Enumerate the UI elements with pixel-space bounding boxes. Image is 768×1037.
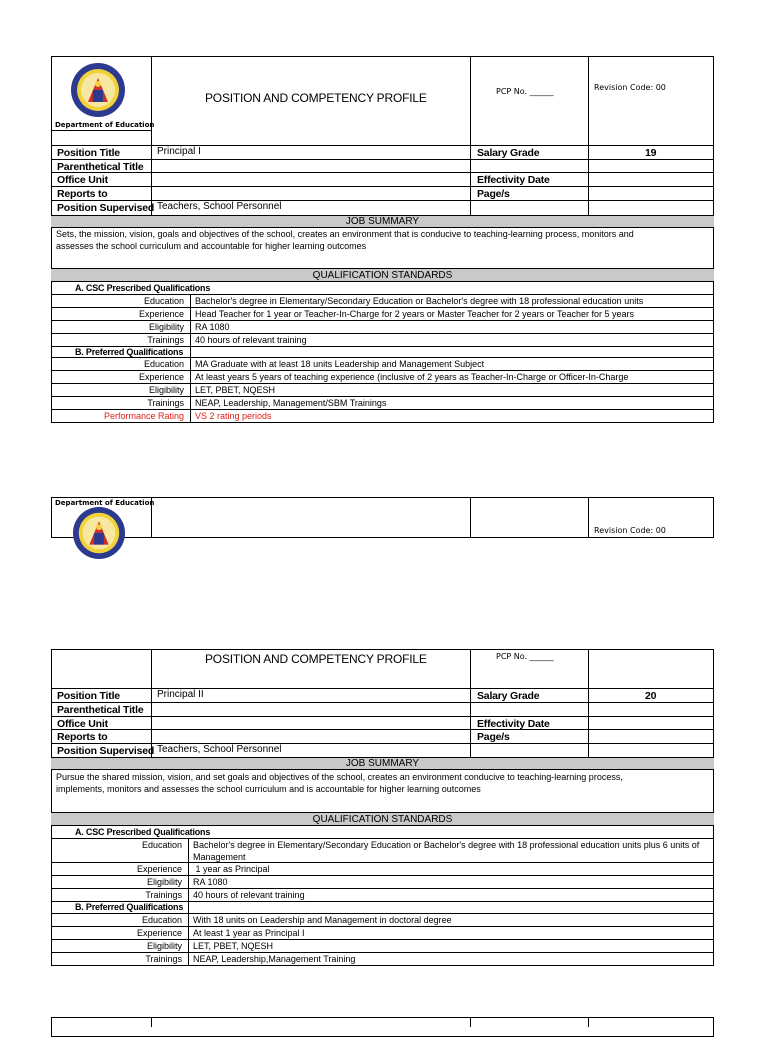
education-value — [193, 839, 708, 863]
eligibility-label: Eligibility — [146, 941, 182, 951]
education-value: Bachelor's degree in Elementary/Secondary Education or Bachelor's degree with 18 professional education units — [195, 296, 644, 306]
trainings-label: Trainings — [147, 398, 184, 408]
divider — [588, 649, 589, 757]
deped-seal-icon — [72, 506, 126, 560]
education-value: MA Graduate with at least 18 units Leadership and Management Subject — [195, 359, 485, 369]
job-summary-text — [56, 228, 708, 252]
divider — [51, 383, 714, 384]
education-label: Education — [143, 359, 184, 369]
trainings-value: NEAP, Leadership, Management/SBM Trainings — [195, 398, 387, 408]
preferred-qualifications-heading: B. Preferred Qualifications — [75, 902, 184, 912]
eligibility-label: Eligibility — [146, 877, 182, 887]
divider — [51, 888, 714, 889]
experience-label: Experience — [136, 864, 182, 874]
reports-to-label: Reports to — [57, 188, 108, 200]
trainings-value: 40 hours of relevant training — [195, 335, 307, 345]
qualification-standards-header: QUALIFICATION STANDARDS — [51, 268, 714, 282]
divider — [51, 729, 714, 730]
csc-qualifications-heading: A. CSC Prescribed Qualifications — [75, 827, 211, 837]
salary-grade-label: Salary Grade — [477, 147, 540, 159]
experience-value: Head Teacher for 1 year or Teacher-In-Charge for 2 years or Master Teacher for 2 years or Teacher for 5 years — [195, 309, 635, 319]
trainings-label: Trainings — [145, 954, 182, 964]
pages-label: Page/s — [477, 188, 510, 200]
divider — [51, 913, 714, 914]
divider — [51, 357, 714, 358]
divider — [51, 320, 714, 321]
effectivity-date-label: Effectivity Date — [477, 718, 550, 730]
pcp-number: PCP No. ______ — [496, 87, 554, 96]
divider — [51, 743, 714, 744]
divider — [51, 333, 714, 334]
divider — [51, 370, 714, 371]
divider — [188, 838, 189, 966]
divider — [51, 688, 714, 689]
trainings-label: Trainings — [145, 890, 182, 900]
divider — [588, 1017, 589, 1027]
department-label: Department of Education — [55, 499, 155, 507]
divider — [51, 159, 714, 160]
revision-code: Revision Code: 00 — [594, 526, 666, 535]
position-supervised-value: Teachers, School Personnel — [157, 744, 282, 755]
position-title-value: Principal II — [157, 689, 204, 700]
education-label: Education — [141, 840, 182, 850]
divider — [51, 130, 151, 131]
divider — [588, 497, 589, 538]
pcp-number: PCP No. ______ — [496, 652, 554, 661]
divider — [470, 56, 471, 216]
divider — [588, 56, 589, 216]
eligibility-label: Eligibility — [148, 385, 184, 395]
divider — [51, 307, 714, 308]
divider — [51, 702, 714, 703]
job-summary-header: JOB SUMMARY — [51, 757, 714, 770]
reports-to-label: Reports to — [57, 731, 108, 743]
trainings-value: NEAP, Leadership,Management Training — [193, 954, 356, 964]
effectivity-date-label: Effectivity Date — [477, 174, 550, 186]
eligibility-value: RA 1080 — [193, 877, 228, 887]
eligibility-value: LET, PBET, NQESH — [195, 385, 276, 395]
experience-value: 1 year as Principal — [193, 864, 270, 874]
education-line: Management — [193, 852, 246, 862]
divider — [470, 649, 471, 757]
page-title: POSITION AND COMPETENCY PROFILE — [205, 652, 427, 666]
divider — [51, 396, 714, 397]
preferred-qualifications-heading: B. Preferred Qualifications — [75, 347, 184, 357]
divider — [151, 649, 152, 757]
office-unit-label: Office Unit — [57, 718, 108, 730]
department-label: Department of Education — [55, 121, 155, 129]
job-summary-line: assesses the school curriculum and accountable for higher learning outcomes — [56, 241, 367, 251]
divider — [51, 952, 714, 953]
divider — [51, 294, 714, 295]
position-title-value: Principal I — [157, 146, 201, 157]
page-title: POSITION AND COMPETENCY PROFILE — [205, 91, 427, 105]
job-summary-line: Sets, the mission, vision, goals and objectives of the school, creates an environment that is conducive to teaching-learning process, monitors and — [56, 229, 634, 239]
parenthetical-title-label: Parenthetical Title — [57, 704, 144, 716]
csc-qualifications-heading: A. CSC Prescribed Qualifications — [75, 283, 211, 293]
position-title-label: Position Title — [57, 147, 120, 159]
experience-value: At least 1 year as Principal I — [193, 928, 305, 938]
eligibility-label: Eligibility — [148, 322, 184, 332]
divider — [51, 172, 714, 173]
divider — [51, 145, 714, 146]
performance-rating-label: Performance Rating — [103, 411, 184, 421]
position-title-label: Position Title — [57, 690, 120, 702]
position-supervised-value: Teachers, School Personnel — [157, 201, 282, 212]
pages-label: Page/s — [477, 731, 510, 743]
divider — [151, 1017, 152, 1027]
divider — [51, 409, 714, 410]
experience-label: Experience — [138, 372, 184, 382]
revision-code: Revision Code: 00 — [594, 83, 666, 92]
performance-rating-value: VS 2 rating periods — [195, 411, 272, 421]
education-label: Education — [141, 915, 182, 925]
job-summary-header: JOB SUMMARY — [51, 215, 714, 228]
experience-value: At least years 5 years of teaching experience (inclusive of 2 years as Teacher-In-Charge or Officer-In-Charge — [195, 372, 629, 382]
divider — [470, 1017, 471, 1027]
divider — [51, 926, 714, 927]
office-unit-label: Office Unit — [57, 174, 108, 186]
divider — [51, 200, 714, 201]
job-summary-line: Pursue the shared mission, vision, and set goals and objectives of the school, creates an environment conducive to teaching-learning process, — [56, 772, 623, 782]
position-supervised-label: Position Supervised — [57, 202, 155, 214]
parenthetical-title-label: Parenthetical Title — [57, 161, 144, 173]
salary-grade-value: 20 — [645, 690, 657, 702]
trainings-value: 40 hours of relevant training — [193, 890, 305, 900]
divider — [151, 56, 152, 145]
divider — [51, 186, 714, 187]
deped-seal-icon — [70, 62, 126, 118]
salary-grade-value: 19 — [645, 147, 657, 159]
divider — [51, 716, 714, 717]
eligibility-value: RA 1080 — [195, 322, 230, 332]
job-summary-line: implements, monitors and assesses the school curriculum and is accountable for higher learning outcomes — [56, 784, 481, 794]
divider — [470, 497, 471, 538]
education-line: Bachelor's degree in Elementary/Secondary Education or Bachelor's degree with 18 professional education units plus 6 units of — [193, 840, 700, 850]
position-supervised-label: Position Supervised — [57, 745, 155, 757]
experience-label: Experience — [138, 309, 184, 319]
education-label: Education — [143, 296, 184, 306]
divider — [190, 294, 191, 423]
divider — [51, 875, 714, 876]
trainings-label: Trainings — [147, 335, 184, 345]
education-value: With 18 units on Leadership and Management in doctoral degree — [193, 915, 452, 925]
qualification-standards-header: QUALIFICATION STANDARDS — [51, 812, 714, 826]
experience-label: Experience — [136, 928, 182, 938]
eligibility-value: LET, PBET, NQESH — [193, 941, 274, 951]
salary-grade-label: Salary Grade — [477, 690, 540, 702]
job-summary-text — [56, 771, 708, 795]
divider — [51, 939, 714, 940]
